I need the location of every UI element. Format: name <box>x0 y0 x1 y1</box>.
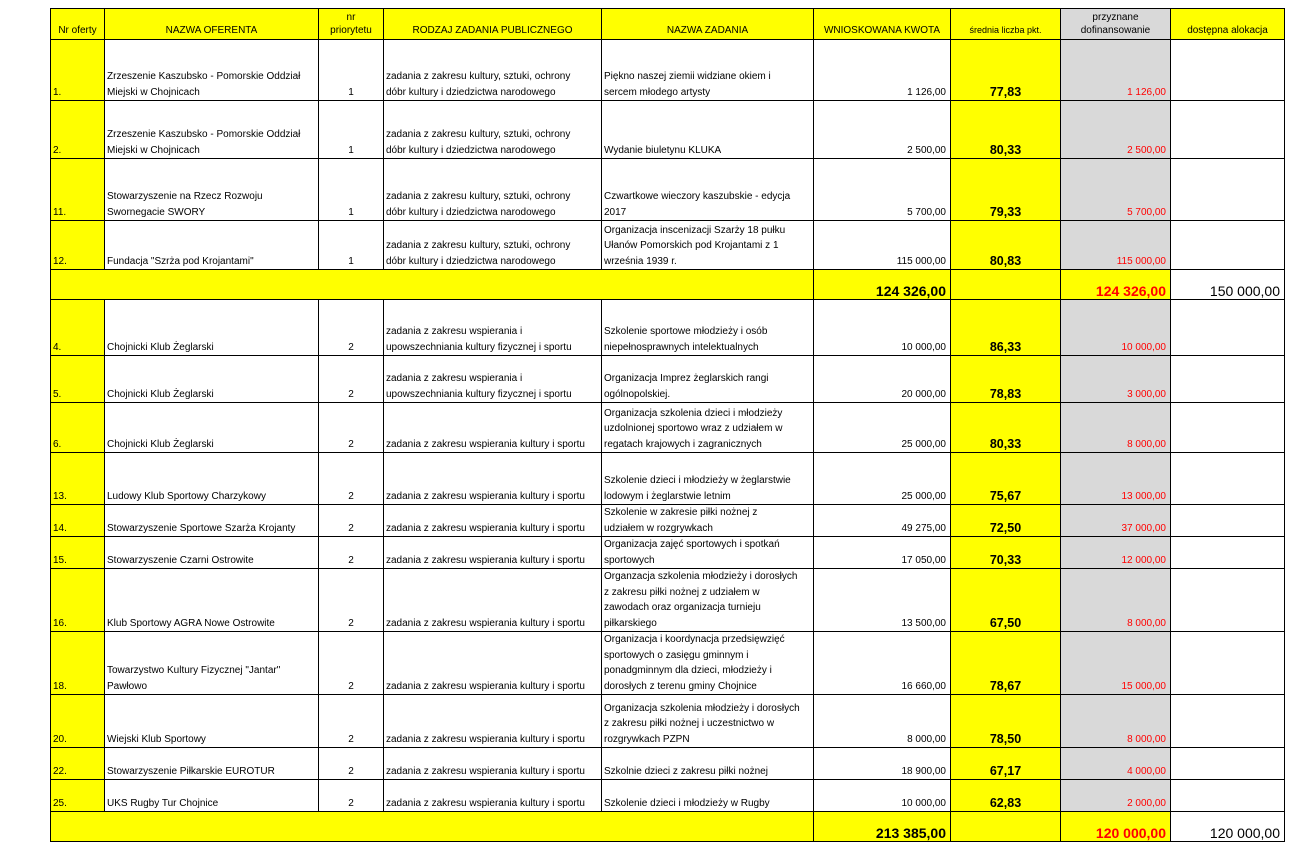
requested-amount: 10 000,00 <box>814 300 951 356</box>
average-points: 70,33 <box>951 537 1061 569</box>
task-type: zadania z zakresu wspierania kultury i sportu <box>384 537 602 569</box>
header-dofinansowanie: przyznane dofinansowanie <box>1061 9 1171 40</box>
priority-number: 2 <box>319 453 384 505</box>
average-points: 80,33 <box>951 101 1061 159</box>
applicant-name: Klub Sportowy AGRA Nowe Ostrowite <box>105 569 319 632</box>
granted-amount: 37 000,00 <box>1061 505 1171 537</box>
table-row <box>51 159 1285 221</box>
task-name: Organizacja szkolenia dzieci i młodzieży uzdolnionej sportowo wraz z udziałem w regatach krajowych i zagranicznych <box>602 403 814 453</box>
allocation-cell <box>1171 403 1285 453</box>
offer-number: 12. <box>51 221 105 270</box>
applicant-name: UKS Rugby Tur Chojnice <box>105 780 319 812</box>
allocation-cell <box>1171 537 1285 569</box>
applicant-name: Chojnicki Klub Żeglarski <box>105 403 319 453</box>
average-points: 80,33 <box>951 403 1061 453</box>
header-zadanie: NAZWA ZADANIA <box>602 9 814 40</box>
offer-number: 2. <box>51 101 105 159</box>
offer-number: 15. <box>51 537 105 569</box>
requested-amount: 115 000,00 <box>814 221 951 270</box>
table-row <box>51 101 1285 159</box>
allocation-cell <box>1171 780 1285 812</box>
offer-number: 22. <box>51 748 105 780</box>
offer-number: 4. <box>51 300 105 356</box>
requested-amount: 20 000,00 <box>814 356 951 403</box>
total-requested: 124 326,00 <box>814 270 951 300</box>
priority-number: 1 <box>319 221 384 270</box>
allocation-cell <box>1171 453 1285 505</box>
priority-number: 2 <box>319 695 384 748</box>
average-points: 80,83 <box>951 221 1061 270</box>
applicant-name: Chojnicki Klub Żeglarski <box>105 300 319 356</box>
priority-number: 1 <box>319 159 384 221</box>
offer-number: 18. <box>51 632 105 695</box>
requested-amount: 10 000,00 <box>814 780 951 812</box>
task-name: Szkolnie dzieci z zakresu piłki nożnej <box>602 748 814 780</box>
task-name: Organizacja zajęć sportowych i spotkań sportowych <box>602 537 814 569</box>
offer-number: 25. <box>51 780 105 812</box>
allocation-cell <box>1171 356 1285 403</box>
task-name: Organizacja i koordynacja przedsięwzięć sportowych o zasięgu gminnym i ponadgminnym dla dzieci, młodzieży i dorosłych z terenu gminy Chojnice <box>602 632 814 695</box>
task-type: zadania z zakresu wspierania kultury i sportu <box>384 748 602 780</box>
allocation-cell <box>1171 101 1285 159</box>
task-name: Szkolenie dzieci i młodzieży w Rugby <box>602 780 814 812</box>
task-type: zadania z zakresu kultury, sztuki, ochrony dóbr kultury i dziedzictwa narodowego <box>384 159 602 221</box>
requested-amount: 1 126,00 <box>814 40 951 101</box>
priority-number: 2 <box>319 403 384 453</box>
header-nr: Nr oferty <box>51 9 105 40</box>
offer-number: 5. <box>51 356 105 403</box>
requested-amount: 25 000,00 <box>814 403 951 453</box>
offer-number: 20. <box>51 695 105 748</box>
table-row <box>51 356 1285 403</box>
requested-amount: 25 000,00 <box>814 453 951 505</box>
task-type: zadania z zakresu wspierania i upowszechniania kultury fizycznej i sportu <box>384 356 602 403</box>
task-name: Organzacja szkolenia młodzieży i dorosłych z zakresu piłki nożnej z udziałem w zawodach oraz organizacja turnieju piłkarskiego <box>602 569 814 632</box>
average-points: 67,50 <box>951 569 1061 632</box>
task-type: zadania z zakresu wspierania i upowszechniania kultury fizycznej i sportu <box>384 300 602 356</box>
average-points: 77,83 <box>951 40 1061 101</box>
applicant-name: Chojnicki Klub Żeglarski <box>105 356 319 403</box>
total-points-blank <box>951 812 1061 842</box>
task-name: Organizacja Imprez żeglarskich rangi ogólnopolskiej. <box>602 356 814 403</box>
applicant-name: Stowarzyszenie na Rzecz Rozwoju Swornegacie SWORY <box>105 159 319 221</box>
allocation-cell <box>1171 159 1285 221</box>
applicant-name: Fundacja "Szrża pod Krojantami" <box>105 221 319 270</box>
task-type: zadania z zakresu wspierania kultury i sportu <box>384 780 602 812</box>
task-type: zadania z zakresu wspierania kultury i sportu <box>384 453 602 505</box>
header-row <box>51 9 1285 40</box>
grant-table <box>50 8 1285 842</box>
requested-amount: 16 660,00 <box>814 632 951 695</box>
table-row <box>51 505 1285 537</box>
available-allocation: 150 000,00 <box>1171 270 1285 300</box>
allocation-cell <box>1171 632 1285 695</box>
granted-amount: 115 000,00 <box>1061 221 1171 270</box>
table-row <box>51 780 1285 812</box>
applicant-name: Zrzeszenie Kaszubsko - Pomorskie Oddział Miejski w Chojnicach <box>105 101 319 159</box>
header-priorytet: nr priorytetu <box>319 9 384 40</box>
table-row <box>51 40 1285 101</box>
allocation-cell <box>1171 569 1285 632</box>
total-granted: 120 000,00 <box>1061 812 1171 842</box>
average-points: 75,67 <box>951 453 1061 505</box>
requested-amount: 5 700,00 <box>814 159 951 221</box>
allocation-cell <box>1171 505 1285 537</box>
granted-amount: 3 000,00 <box>1061 356 1171 403</box>
task-type: zadania z zakresu wspierania kultury i sportu <box>384 403 602 453</box>
header-kwota: WNIOSKOWANA KWOTA <box>814 9 951 40</box>
applicant-name: Stowarzyszenie Sportowe Szarża Krojanty <box>105 505 319 537</box>
requested-amount: 18 900,00 <box>814 748 951 780</box>
priority-number: 2 <box>319 569 384 632</box>
granted-amount: 8 000,00 <box>1061 695 1171 748</box>
average-points: 78,83 <box>951 356 1061 403</box>
granted-amount: 15 000,00 <box>1061 632 1171 695</box>
header-alokacja: dostępna alokacja <box>1171 9 1285 40</box>
offer-number: 1. <box>51 40 105 101</box>
total-label-span <box>51 270 814 300</box>
task-type: zadania z zakresu wspierania kultury i sportu <box>384 569 602 632</box>
task-type: zadania z zakresu kultury, sztuki, ochrony dóbr kultury i dziedzictwa narodowego <box>384 40 602 101</box>
allocation-cell <box>1171 748 1285 780</box>
offer-number: 14. <box>51 505 105 537</box>
applicant-name: Towarzystwo Kultury Fizycznej "Jantar" Pawłowo <box>105 632 319 695</box>
allocation-cell <box>1171 695 1285 748</box>
table-row <box>51 748 1285 780</box>
offer-number: 6. <box>51 403 105 453</box>
average-points: 67,17 <box>951 748 1061 780</box>
task-type: zadania z zakresu kultury, sztuki, ochrony dóbr kultury i dziedzictwa narodowego <box>384 221 602 270</box>
task-name: Szkolenie dzieci i młodzieży w żeglarstwie lodowym i żeglarstwie letnim <box>602 453 814 505</box>
applicant-name: Stowarzyszenie Czarni Ostrowite <box>105 537 319 569</box>
granted-amount: 1 126,00 <box>1061 40 1171 101</box>
requested-amount: 13 500,00 <box>814 569 951 632</box>
granted-amount: 8 000,00 <box>1061 569 1171 632</box>
table-row <box>51 695 1285 748</box>
granted-amount: 5 700,00 <box>1061 159 1171 221</box>
task-name: Organizacja szkolenia młodzieży i dorosłych z zakresu piłki nożnej i uczestnictwo w rozgrywkach PZPN <box>602 695 814 748</box>
available-allocation: 120 000,00 <box>1171 812 1285 842</box>
total-points-blank <box>951 270 1061 300</box>
table-row <box>51 632 1285 695</box>
granted-amount: 8 000,00 <box>1061 403 1171 453</box>
header-oferent: NAZWA OFERENTA <box>105 9 319 40</box>
average-points: 78,50 <box>951 695 1061 748</box>
total-row <box>51 270 1285 300</box>
granted-amount: 13 000,00 <box>1061 453 1171 505</box>
average-points: 86,33 <box>951 300 1061 356</box>
task-name: Szkolenie sportowe młodzieży i osób niepełnosprawnych intelektualnych <box>602 300 814 356</box>
task-type: zadania z zakresu wspierania kultury i sportu <box>384 695 602 748</box>
allocation-cell <box>1171 300 1285 356</box>
table-row <box>51 403 1285 453</box>
task-type: zadania z zakresu kultury, sztuki, ochrony dóbr kultury i dziedzictwa narodowego <box>384 101 602 159</box>
header-rodzaj: RODZAJ ZADANIA PUBLICZNEGO <box>384 9 602 40</box>
offer-number: 13. <box>51 453 105 505</box>
task-name: Wydanie biuletynu KLUKA <box>602 101 814 159</box>
granted-amount: 10 000,00 <box>1061 300 1171 356</box>
applicant-name: Zrzeszenie Kaszubsko - Pomorskie Oddział Miejski w Chojnicach <box>105 40 319 101</box>
header-pkt: średnia liczba pkt. <box>951 9 1061 40</box>
granted-amount: 4 000,00 <box>1061 748 1171 780</box>
average-points: 78,67 <box>951 632 1061 695</box>
average-points: 79,33 <box>951 159 1061 221</box>
total-label-span <box>51 812 814 842</box>
total-row <box>51 812 1285 842</box>
requested-amount: 8 000,00 <box>814 695 951 748</box>
priority-number: 2 <box>319 356 384 403</box>
priority-number: 2 <box>319 300 384 356</box>
table-row <box>51 569 1285 632</box>
applicant-name: Stowarzyszenie Piłkarskie EUROTUR <box>105 748 319 780</box>
task-type: zadania z zakresu wspierania kultury i sportu <box>384 632 602 695</box>
task-name: Czwartkowe wieczory kaszubskie - edycja 2017 <box>602 159 814 221</box>
task-name: Szkolenie w zakresie piłki nożnej z udziałem w rozgrywkach <box>602 505 814 537</box>
table-row <box>51 537 1285 569</box>
priority-number: 1 <box>319 101 384 159</box>
table-row <box>51 221 1285 270</box>
total-requested: 213 385,00 <box>814 812 951 842</box>
granted-amount: 2 500,00 <box>1061 101 1171 159</box>
task-name: Organizacja inscenizacji Szarży 18 pułku Ułanów Pomorskich pod Krojantami z 1 września 1939 r. <box>602 221 814 270</box>
offer-number: 11. <box>51 159 105 221</box>
allocation-cell <box>1171 40 1285 101</box>
granted-amount: 2 000,00 <box>1061 780 1171 812</box>
allocation-cell <box>1171 221 1285 270</box>
offer-number: 16. <box>51 569 105 632</box>
priority-number: 2 <box>319 505 384 537</box>
average-points: 62,83 <box>951 780 1061 812</box>
total-granted: 124 326,00 <box>1061 270 1171 300</box>
priority-number: 2 <box>319 780 384 812</box>
priority-number: 2 <box>319 632 384 695</box>
requested-amount: 2 500,00 <box>814 101 951 159</box>
task-type: zadania z zakresu wspierania kultury i sportu <box>384 505 602 537</box>
requested-amount: 49 275,00 <box>814 505 951 537</box>
requested-amount: 17 050,00 <box>814 537 951 569</box>
table-row <box>51 453 1285 505</box>
table-row <box>51 300 1285 356</box>
applicant-name: Wiejski Klub Sportowy <box>105 695 319 748</box>
priority-number: 2 <box>319 537 384 569</box>
priority-number: 1 <box>319 40 384 101</box>
priority-number: 2 <box>319 748 384 780</box>
task-name: Piękno naszej ziemii widziane okiem i sercem młodego artysty <box>602 40 814 101</box>
applicant-name: Ludowy Klub Sportowy Charzykowy <box>105 453 319 505</box>
granted-amount: 12 000,00 <box>1061 537 1171 569</box>
average-points: 72,50 <box>951 505 1061 537</box>
